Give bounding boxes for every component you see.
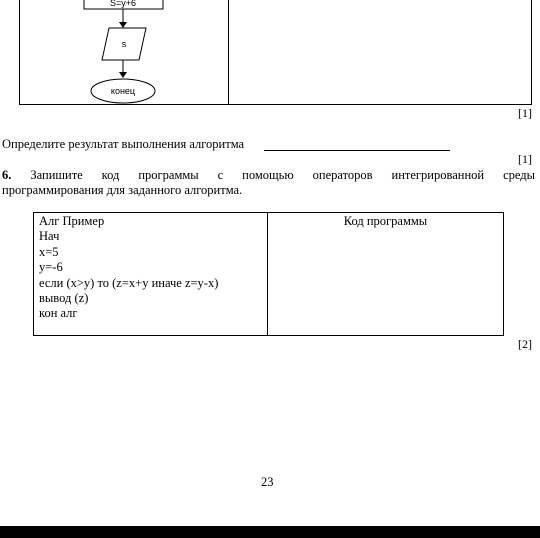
answer-blank-line — [264, 150, 450, 151]
question6-number: 6. — [2, 168, 12, 182]
algorithm-line: y=-6 — [39, 260, 63, 275]
arrow-2 — [119, 60, 127, 78]
algorithm-line: x=5 — [39, 244, 59, 259]
process-box — [84, 0, 163, 9]
algorithm-line: кон алг — [39, 306, 78, 321]
bottom-black-bar — [0, 526, 540, 538]
mark-top: [1] — [518, 106, 532, 120]
output-symbol-text: s — [121, 39, 127, 49]
algorithm-line: Нач — [39, 229, 60, 244]
process-box-text: S=y+6 — [109, 0, 137, 8]
result-prompt: Определите результат выполнения алгоритма — [2, 137, 245, 151]
algorithm-line: Алг Пример — [39, 214, 105, 228]
algorithm-line: если (x>y) то (z=x+y иначе z=y-x) — [39, 275, 219, 290]
question6-text-line2: программирования для заданного алгоритма. — [2, 183, 243, 197]
end-terminator-text: конец — [110, 86, 136, 96]
mark-result: [1] — [518, 152, 532, 166]
algorithm-table-divider — [267, 212, 268, 336]
arrow-1 — [119, 9, 127, 28]
question6-text-line1 — [2, 168, 535, 183]
page-number: 23 — [261, 475, 274, 489]
algorithm-line: вывод (z) — [39, 290, 89, 305]
flowchart-diagram — [19, 0, 229, 106]
question6-line1: Запишите код программы с помощью операторов интегрированной среды — [30, 168, 536, 182]
end-terminator — [91, 79, 155, 103]
algorithm-listing — [39, 214, 218, 322]
code-program-header: Код программы — [343, 214, 428, 228]
mark-question6: [2] — [518, 337, 532, 351]
output-symbol — [102, 28, 146, 60]
